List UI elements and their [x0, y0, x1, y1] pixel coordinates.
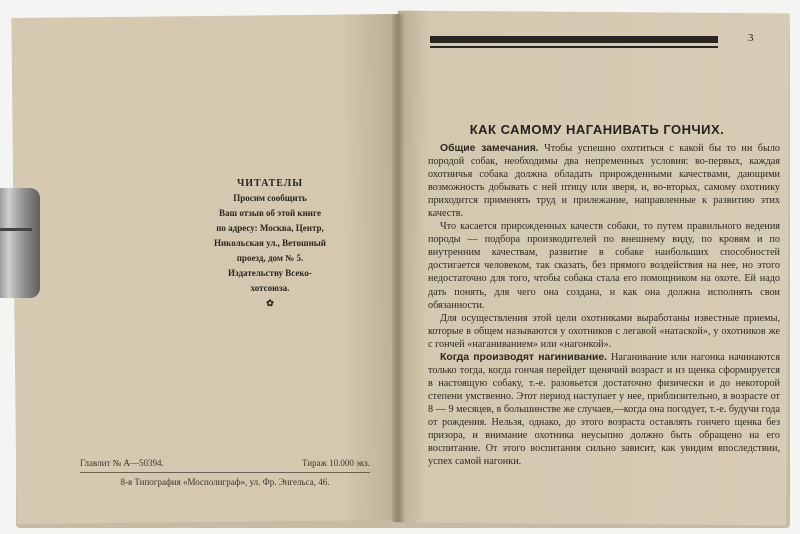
reader-notice-stamp: [150, 176, 390, 311]
stamp-line: Ваш отзыв об этой книге: [219, 208, 321, 218]
stamp-line: хотсоюза.: [250, 283, 290, 293]
paragraph: [428, 142, 780, 220]
header-rule: [430, 36, 718, 52]
paragraph-text: Для осуществления этой цели охотниками выработаны известные приемы, которые в общем называются у охотников с легавой «натаской», у охотников же с гончей «наганиванием» или «нагонкой».: [428, 312, 780, 350]
stamp-line: Издательству Всеко-: [228, 268, 312, 278]
header-rule-thick: [430, 36, 718, 43]
header-rule-thin: [430, 46, 718, 48]
chapter-title: КАК САМОМУ НАГАНИВАТЬ ГОНЧИХ.: [469, 122, 725, 137]
glavlit-number: Главлит № А—50394.: [80, 458, 164, 468]
stamp-line: Никольская ул., Ветошный: [214, 238, 326, 248]
stamp-line: проезд, дом № 5.: [236, 253, 304, 263]
print-run: Тираж 10.000 экз.: [302, 458, 370, 468]
paragraph: [428, 220, 780, 311]
imprint-divider: [80, 472, 370, 473]
paragraph-text: Наганивание или нагонка начинаются только тогда, когда гончая перейдет щенячий возраст и из щенка сформируется в настоящую собаку, т.-е. разовьется достаточно физически и до некоторой степени умственно. Этот период наступает у нее, приблизительно, в возрасте от 8 — 9 месяцев, в большинстве же случаев,—когда она погодует, т.-е. будучи года от рождения. Нельзя, однако, до этого возраста оставлять гончего щенка без призора, и внимание охотника неусыпно должно быть обращено на его воспитание. От этого воспитания сильно зависит, как увидим впоследствии, успех самой нагонки.: [428, 351, 780, 468]
paragraph-text: Чтобы успешно охотиться с какой бы то ни было породой собак, необходимы два непременных условия: во-первых, каждая охотничья собака должна обладать прирожденными качествами, дающими возможность добывать с ней птицу или зверя, и, во-вторых, самому охотнику приходится применять труд и прилежание, направленные к развитию этих качеств.: [428, 143, 780, 220]
paragraph: [428, 351, 780, 468]
page-number: 3: [748, 32, 754, 44]
stamp-line: по адресу: Москва, Центр,: [216, 223, 324, 233]
paragraph-text: Что касается прирожденных качеств собаки, то путем правильного ведения породы — подбора производителей по внешнему виду, по кровям и по внутренним качествам, развитие в собаке наибольших способностей достигается человеком, так сказать, без прямого воздействия на нее, но этого недостаточно для того, чтобы собака стала его помощником на охоте. Ей надо дать понять, для чего она создана, и как она должна исполнять свои обязанности.: [428, 221, 780, 311]
printer-line: 8-я Типография «Мосполиграф», ул. Фр. Энгельса, 46.: [120, 477, 330, 487]
paragraph: [428, 312, 780, 351]
paragraph-lead: Когда производят нагинивание.: [440, 351, 608, 363]
metal-weight: [0, 188, 40, 298]
stamp-line: Просим сообщить: [233, 193, 307, 203]
paragraph-lead: Общие замечания.: [440, 143, 539, 154]
stamp-heading: ЧИТАТЕЛЫ: [236, 178, 304, 189]
book-gutter: [392, 14, 404, 522]
imprint-block: [80, 458, 370, 487]
ornament-icon: ✿: [266, 298, 274, 308]
body-text: [428, 142, 780, 468]
